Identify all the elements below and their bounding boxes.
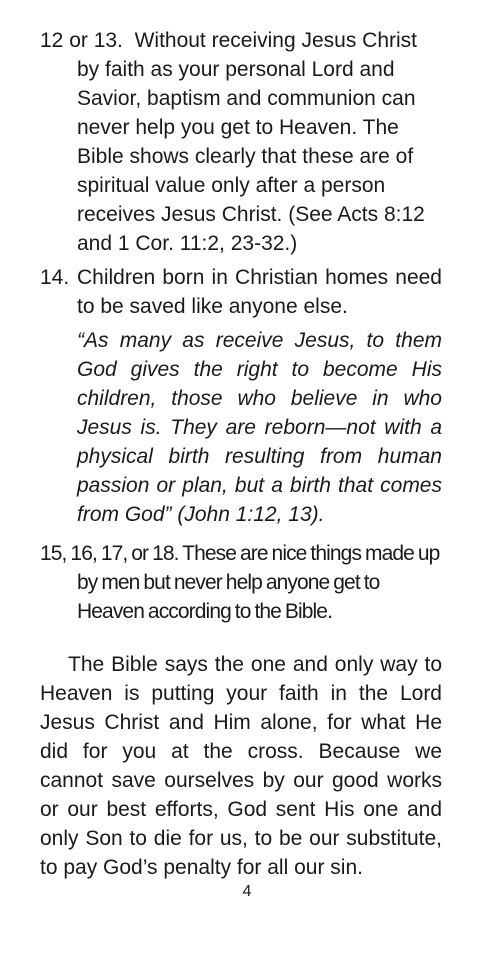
scripture-quote: “As many as receive Jesus, to them God gives the right to become His children, those who believe in who Jesus is. They are reborn—not with a physical birth resulting from human passion or plan, but a birth that comes from God” (John 1:12, 13). xyxy=(77,329,442,526)
page-number: 4 xyxy=(242,883,252,900)
page-content xyxy=(40,26,442,882)
item-number: 14. xyxy=(40,266,70,289)
closing-paragraph: The Bible says the one and only way to Heaven is putting your faith in the Lord Jesus Christ and Him alone, for what He did for you at the cross. Because we cannot save ourselves by our good works or our best efforts, God sent His one and only Son to die for us, to be our substitute, to pay God’s penalty for all our sin. xyxy=(40,653,442,879)
item-text: Without receiving Jesus Christ by faith as your personal Lord and Savior, baptism and communion can never help you get to Heaven. The Bible shows clearly that these are of spiritual value only after a person receives Jesus Christ. (See Acts 8:12 and 1 Cor. 11:2, 23-32.) xyxy=(77,29,425,255)
item-text: Children born in Christian homes need to be saved like anyone else. xyxy=(77,266,442,318)
list-item-14 xyxy=(40,263,442,321)
item-number: 15, 16, 17, or 18. xyxy=(40,542,179,565)
item-text: These are nice things made up by men but never help anyone get to Heaven according to the Bible. xyxy=(77,542,440,623)
list-item-12-13 xyxy=(40,26,442,258)
item-number: 12 or 13. xyxy=(40,29,123,52)
list-item-15-18 xyxy=(40,539,442,626)
